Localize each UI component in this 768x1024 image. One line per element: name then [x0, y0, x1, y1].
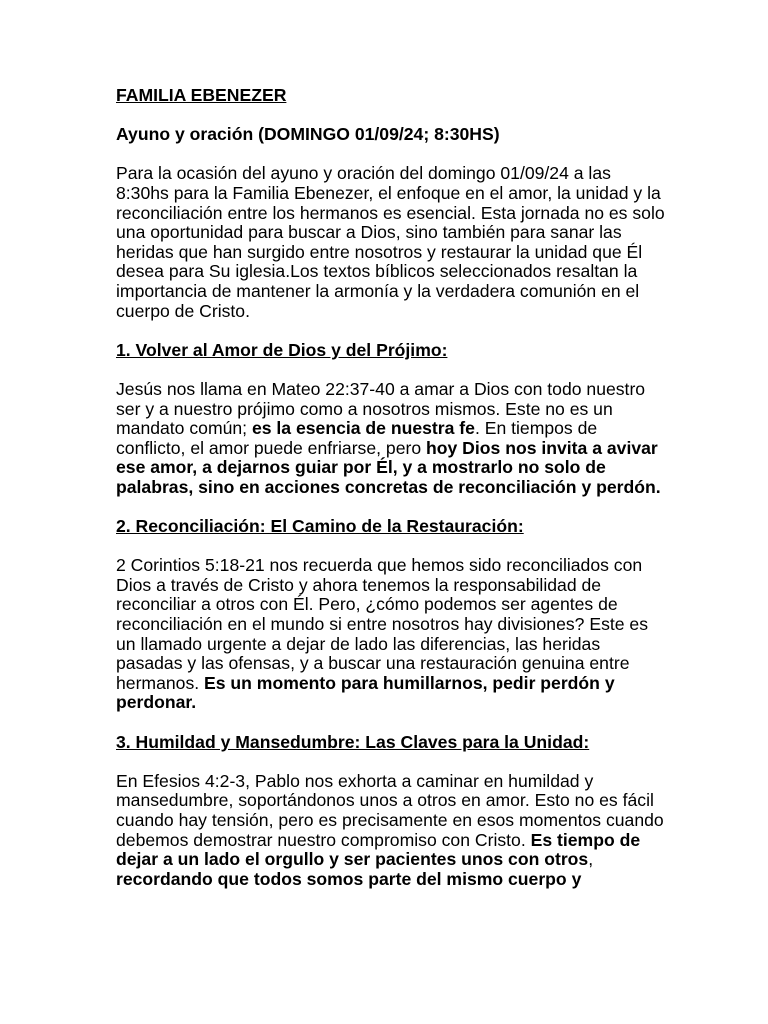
section3-paragraph: [116, 772, 668, 890]
section2-heading: 2. Reconciliación: El Camino de la Restauración:: [116, 516, 524, 537]
section3-bold-a: Es tiempo de dejar a un lado el orgullo y ser pacientes unos con otros: [116, 829, 641, 870]
document-title: [116, 86, 668, 106]
section1-text-b: . En tiempos de conflicto, el amor puede enfriarse, pero: [116, 418, 598, 458]
spacer: [116, 321, 668, 341]
document-title-text: FAMILIA EBENEZER: [116, 85, 287, 105]
section1-text-a: Jesús nos llama en Mateo 22:37-40 a amar a Dios con todo nuestro ser y a nuestro prójimo como a nosotros mismos. Este no es un mandato común;: [116, 378, 646, 439]
spacer: [116, 360, 668, 380]
section2-paragraph: [116, 556, 668, 713]
section1-bold-a: es la esencia de nuestra fe: [251, 418, 475, 439]
spacer: [116, 497, 668, 517]
section3-heading: 3. Humildad y Mansedumbre: Las Claves para la Unidad:: [116, 731, 590, 752]
intro-paragraph: Para la ocasión del ayuno y oración del domingo 01/09/24 a las 8:30hs para la Familia Ebenezer, el enfoque en el amor, la unidad y la reconciliación entre los hermanos es esencial. Esta jornada no es solo una oportunidad para buscar a Dios, sino también para sanar las heridas que han surgido entre nosotros y restaurar la unidad que Él desea para Su iglesia.Los textos bíblicos seleccionados resaltan la importancia de mantener la armonía y la verdadera comunión en el cuerpo de Cristo.: [116, 163, 665, 321]
section3-text-a: En Efesios 4:2-3, Pablo nos exhorta a caminar en humildad y mansedumbre, soportándonos unos a otros en amor. Esto no es fácil cuando hay tensión, pero es precisamente en esos momentos cuando debemos demostrar nuestro compromiso con Cristo.: [116, 770, 664, 850]
document-subtitle: [116, 125, 668, 145]
section2-text-a: 2 Corintios 5:18-21 nos recuerda que hemos sido reconciliados con Dios a través de Cristo y ahora tenemos la responsabilidad de reconciliar a otros con Él. Pero, ¿cómo podemos ser agentes de reconciliación en el mundo si entre nosotros hay divisiones? Este es un llamado urgente a dejar de lado las diferencias, las heridas pasadas y las ofensas, y a buscar una restauración genuina entre hermanos.: [116, 555, 649, 693]
section1-bold-b: hoy Dios nos invita a avivar ese amor, a dejarnos guiar por Él, y a mostrarlo no solo de palabras, sino en acciones concretas de reconciliación y perdón.: [116, 437, 661, 497]
spacer: [116, 713, 668, 733]
section1-paragraph: [116, 380, 668, 498]
section3-bold-b: recordando que todos somos parte del mismo cuerpo y: [116, 868, 582, 889]
subtitle-date: DOMINGO 01/09/24; 8:30HS): [263, 124, 500, 145]
spacer: [116, 145, 668, 165]
section1-heading: 1. Volver al Amor de Dios y del Prójimo:: [116, 339, 448, 360]
spacer: [116, 106, 668, 126]
section2-bold-a: Es un momento para humillarnos, pedir perdón y perdonar.: [116, 672, 615, 713]
spacer: [116, 752, 668, 772]
spacer: [116, 537, 668, 557]
subtitle-prefix: Ayuno y oración (: [116, 124, 264, 145]
section3-text-b: ,: [588, 849, 594, 870]
